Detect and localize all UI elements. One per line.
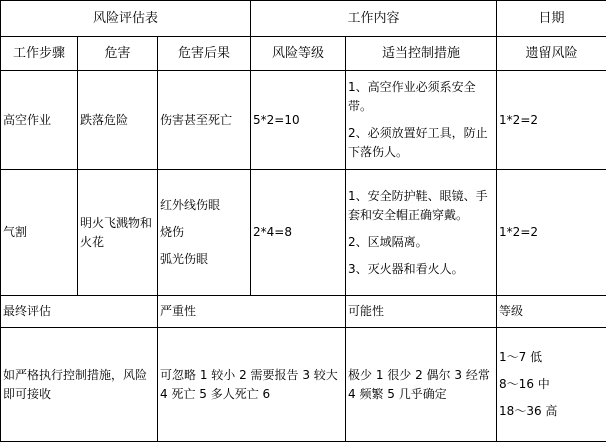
final-label-row [1,296,606,328]
column-header-residual-risk: 遗留风险 [497,37,606,71]
final-value-row [1,328,606,442]
grade-label: 等级 [497,296,606,328]
table-row [1,71,606,170]
row-hazard: 明火飞溅物和火花 [78,170,158,296]
severity-scale: 可忽略 1 较小 2 需要报告 3 较大 4 死亡 5 多人死亡 6 [158,328,346,442]
measure-item: 1、高空作业必须系安全带。 [348,78,494,116]
measure-item: 3、灭火器和看火人。 [348,260,494,279]
row-consequence: 伤害甚至死亡 [158,71,251,170]
column-header-consequence: 危害后果 [158,37,251,71]
measure-item: 2、区域隔离。 [348,233,494,252]
likelihood-scale: 极少 1 很少 2 偶尔 3 经常 4 频繁 5 几乎确定 [346,328,497,442]
row-control-measures [346,71,497,170]
row-consequence [158,170,251,296]
column-header-control-measures: 适当控制措施 [346,37,497,71]
row-residual-risk: 1*2=2 [497,170,606,296]
column-header-row [1,37,606,71]
table-row [1,170,606,296]
grade-scale [497,328,606,442]
grade-item: 8～16 中 [499,375,604,394]
grade-item: 1～7 低 [499,348,604,367]
final-assessment-label: 最终评估 [1,296,158,328]
column-header-step: 工作步骤 [1,37,78,71]
title-row [1,1,606,37]
row-control-measures [346,170,497,296]
final-assessment-text: 如严格执行控制措施，风险即可接收 [1,328,158,442]
measure-item: 1、安全防护鞋、眼镜、手套和安全帽正确穿戴。 [348,187,494,225]
measure-item: 2、必须放置好工具，防止下落伤人。 [348,124,494,162]
form-title: 风险评估表 [1,1,251,37]
consequence-item: 弧光伤眼 [160,250,248,269]
column-header-hazard: 危害 [78,37,158,71]
date-label: 日期 [497,1,606,37]
column-header-risk-level: 风险等级 [251,37,346,71]
row-risk-level: 5*2=10 [251,71,346,170]
consequence-item: 烧伤 [160,223,248,242]
row-step: 气割 [1,170,78,296]
severity-label: 严重性 [158,296,346,328]
consequence-item: 红外线伤眼 [160,196,248,215]
row-hazard: 跌落危险 [78,71,158,170]
work-content-label: 工作内容 [251,1,497,37]
row-risk-level: 2*4=8 [251,170,346,296]
likelihood-label: 可能性 [346,296,497,328]
row-residual-risk: 1*2=2 [497,71,606,170]
grade-item: 18～36 高 [499,402,604,421]
row-step: 高空作业 [1,71,78,170]
